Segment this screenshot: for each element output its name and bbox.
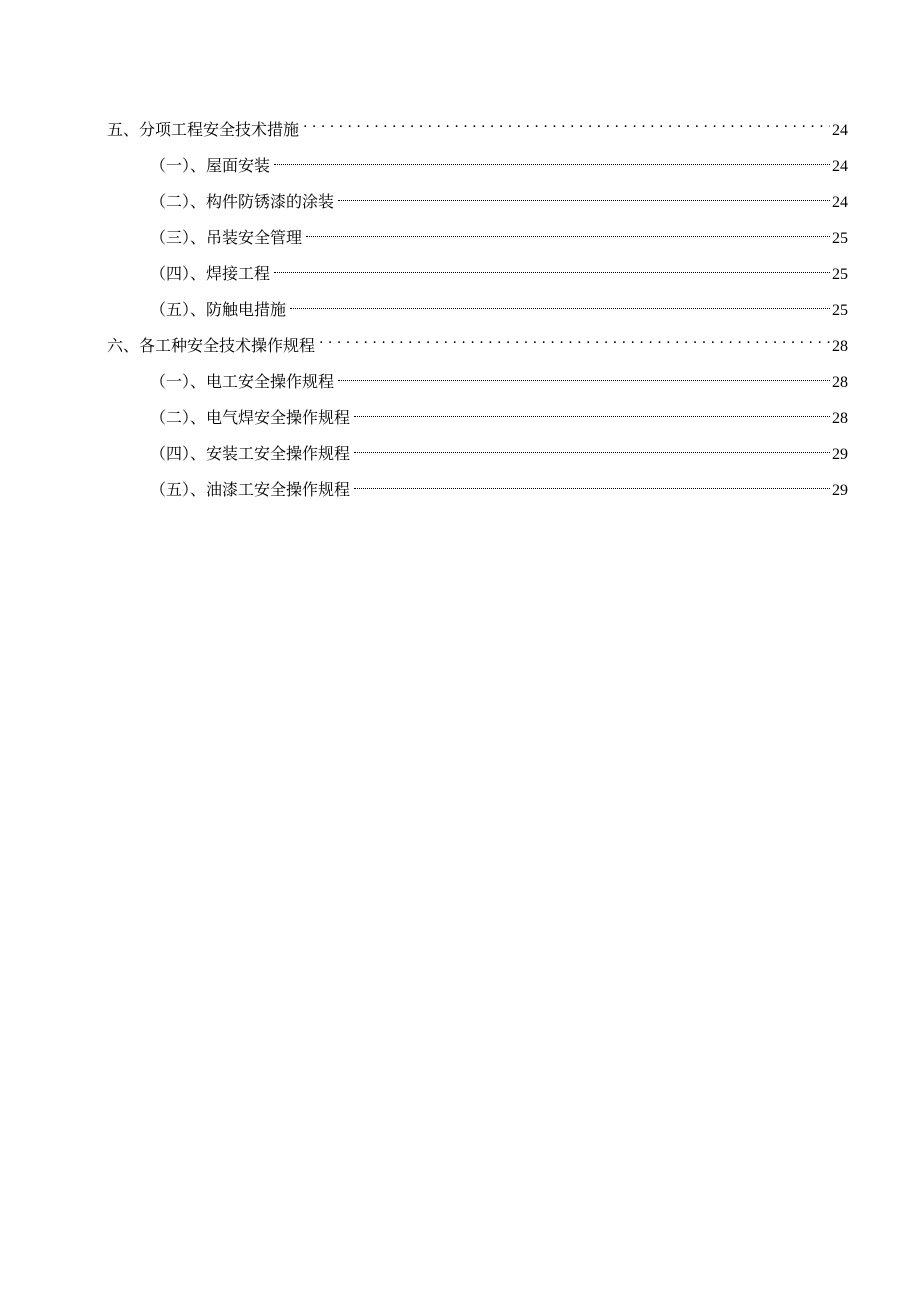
toc-entry-6-2[interactable] <box>150 399 848 427</box>
toc-page-number: 24 <box>832 194 848 211</box>
toc-entry-5-4[interactable] <box>150 255 848 283</box>
toc-dot-leader <box>274 255 830 279</box>
toc-entry-title: （五）、油漆工安全操作规程 <box>150 480 351 499</box>
toc-entry-5-3[interactable] <box>150 219 848 247</box>
toc-entry-5-1[interactable] <box>150 147 848 175</box>
toc-page-number: 29 <box>832 446 848 463</box>
toc-page-number: 29 <box>832 482 848 499</box>
toc-page-number: 25 <box>832 266 848 283</box>
toc-entry-title: （四）、焊接工程 <box>150 264 271 283</box>
toc-entry-title: （四）、安装工安全操作规程 <box>150 444 351 463</box>
toc-dot-leader <box>306 219 830 243</box>
toc-dot-leader <box>303 111 830 135</box>
toc-page-number: 24 <box>832 158 848 175</box>
toc-dot-leader <box>338 363 830 387</box>
toc-entry-title: （二）、电气焊安全操作规程 <box>150 408 351 427</box>
toc-page-number: 28 <box>832 374 848 391</box>
toc-page-number: 25 <box>832 302 848 319</box>
toc-entry-5-5[interactable] <box>150 291 848 319</box>
toc-entry-title: （一）、电工安全操作规程 <box>150 372 335 391</box>
toc-dot-leader <box>319 327 830 351</box>
toc-entry-section-5[interactable] <box>107 111 848 139</box>
toc-entry-6-1[interactable] <box>150 363 848 391</box>
toc-dot-leader <box>354 471 830 495</box>
toc-entry-title: 六、各工种安全技术操作规程 <box>107 336 316 355</box>
toc-entry-title: （二）、构件防锈漆的涂装 <box>150 192 335 211</box>
toc-entry-title: （一）、屋面安装 <box>150 156 271 175</box>
toc-dot-leader <box>290 291 830 315</box>
toc-page-number: 24 <box>832 122 848 139</box>
toc-dot-leader <box>338 183 830 207</box>
toc-page-number: 28 <box>832 410 848 427</box>
toc-entry-title: （五）、防触电措施 <box>150 300 287 319</box>
toc-page-number: 28 <box>832 338 848 355</box>
toc-entry-5-2[interactable] <box>150 183 848 211</box>
toc-dot-leader <box>354 435 830 459</box>
toc-entry-6-4[interactable] <box>150 435 848 463</box>
toc-entry-6-5[interactable] <box>150 471 848 499</box>
toc-entry-section-6[interactable] <box>107 327 848 355</box>
toc-dot-leader <box>354 399 830 423</box>
toc-entry-title: （三）、吊装安全管理 <box>150 228 303 247</box>
toc-page-number: 25 <box>832 230 848 247</box>
toc-dot-leader <box>274 147 830 171</box>
toc-entry-title: 五、分项工程安全技术措施 <box>107 120 300 139</box>
